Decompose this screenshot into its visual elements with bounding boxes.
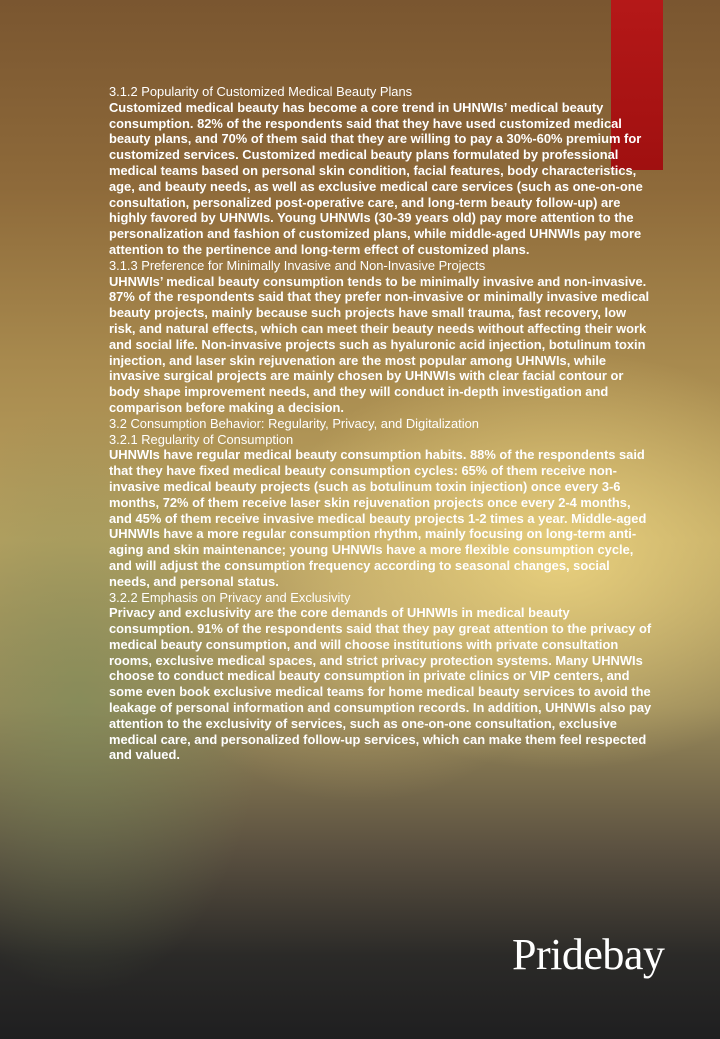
section-heading-3-2: 3.2 Consumption Behavior: Regularity, Privacy, and Digitalization xyxy=(109,415,479,431)
section-body-3-1-3: UHNWIs’ medical beauty consumption tends to be minimally invasive and non-invasive. 87% of the respondents said that they prefer non-invasive or minimally invasive medical beauty projects, mainly because such projects have small trauma, fast recovery, low risk, and natural effects, which can meet their beauty needs without affecting their work and social life. Non-invasive projects such as hyaluronic acid injection, botulinum toxin injection, and laser skin rejuvenation are the most popular among UHNWIs, while invasive surgical projects are mainly chosen by UHNWIs with clear facial contour or body shape improvement needs, and they will conduct in-depth investigation and comparison before making a decision. xyxy=(109,273,650,415)
pridebay-logo: Pridebay xyxy=(512,930,665,979)
article-body xyxy=(109,84,654,763)
section-heading-3-1-2: 3.1.2 Popularity of Customized Medical Beauty Plans xyxy=(109,84,413,99)
section-body-3-2-2: Privacy and exclusivity are the core demands of UHNWIs in medical beauty consumption. 91% of the respondents said that they pay great attention to the privacy of medical beauty consumption, and will choose institutions with private consultation rooms, exclusive medical spaces, and strict privacy protection systems. Many UHNWIs choose to conduct medical beauty consumption in private clinics or VIP centers, and some even book exclusive medical teams for home medical beauty services to avoid the leakage of personal information and consumption records. In addition, UHNWIs also pay attention to the exclusivity of services, such as one-on-one consultation, exclusive medical care, and personalized follow-up services, which can make them feel respected and valued. xyxy=(109,605,652,763)
section-heading-3-2-1: 3.2.1 Regularity of Consumption xyxy=(109,431,294,447)
section-body-3-1-2: Customized medical beauty has become a core trend in UHNWIs’ medical beauty consumption. 82% of the respondents said that they have used customized medical beauty plans, and 70% of them said that they are willing to pay a 30%-60% premium for customized services. Customized medical beauty plans formulated by professional medical teams based on personal skin condition, facial features, body characteristics, age, and beauty needs, as well as exclusive medical care services (such as one-on-one consultation, personalized post-operative care, and long-term beauty follow-up) are highly favored by UHNWIs. Young UHNWIs (30-39 years old) pay more attention to the personalization and fashion of customized plans, while middle-aged UHNWIs pay more attention to the pertinence and long-term effect of customized plans. xyxy=(109,99,643,257)
section-heading-3-1-3: 3.1.3 Preference for Minimally Invasive and Non-Invasive Projects xyxy=(109,257,486,273)
section-heading-3-2-2: 3.2.2 Emphasis on Privacy and Exclusivity xyxy=(109,589,351,605)
section-body-3-2-1: UHNWIs have regular medical beauty consumption habits. 88% of the respondents said that they have fixed medical beauty consumption cycles: 65% of them receive non-invasive medical beauty projects (such as botulinum toxin injection) once every 3-6 months, 72% of them receive laser skin rejuvenation projects once every 2-4 months, and 45% of them receive invasive medical beauty projects 1-2 times a year. Middle-aged UHNWIs have a more regular consumption rhythm, mainly focusing on long-term anti-aging and skin maintenance; young UHNWIs have a more flexible consumption cycle, and will adjust the consumption frequency according to seasonal changes, social needs, and personal status. xyxy=(109,447,647,589)
